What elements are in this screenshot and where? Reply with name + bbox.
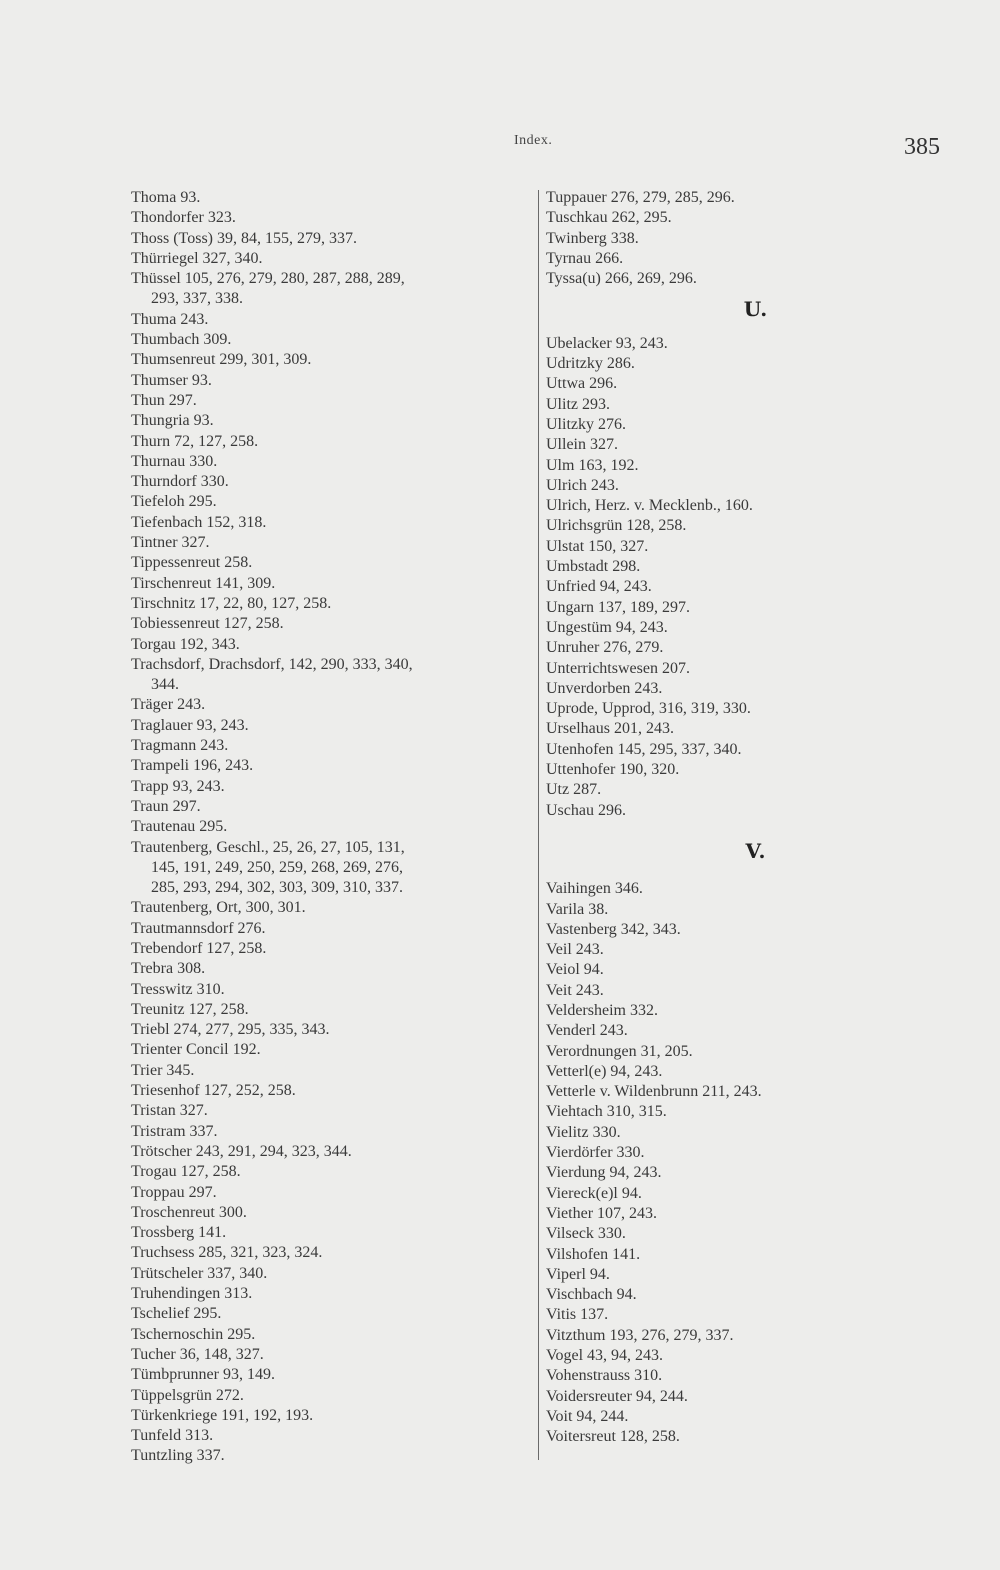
right-top-entries: [546, 188, 906, 289]
index-entry: Träger 243.: [131, 696, 206, 714]
index-entry: Trautenau 295.: [131, 818, 228, 836]
page-number: 385: [904, 134, 940, 160]
index-entry: Ulrich 243.: [546, 476, 619, 494]
index-entry: Thondorfer 323.: [131, 209, 236, 227]
index-entry: Tüppelsgrün 272.: [131, 1386, 244, 1404]
index-entry: Thoma 93.: [131, 189, 201, 206]
left-column: [131, 188, 531, 1467]
index-entry: Veldersheim 332.: [546, 1001, 658, 1019]
index-entry: Uschau 296.: [546, 801, 626, 819]
column-divider: [538, 190, 539, 1460]
index-entry: Thurn 72, 127, 258.: [131, 432, 259, 450]
index-entry: Veil 243.: [546, 941, 604, 959]
index-entry: Trötscher 243, 291, 294, 323, 344.: [131, 1142, 352, 1160]
index-entry: Vielitz 330.: [546, 1123, 621, 1141]
index-entry: Unverdorben 243.: [546, 679, 663, 697]
index-entry: Viereck(e)l 94.: [546, 1184, 642, 1202]
index-entry: Voidersreuter 94, 244.: [546, 1387, 688, 1405]
index-entry: Tunfeld 313.: [131, 1427, 214, 1445]
index-entry: Trier 345.: [131, 1061, 195, 1079]
index-entry: Ulitz 293.: [546, 395, 610, 413]
section-heading-u: U.: [743, 297, 769, 322]
index-entry: Unterrichtswesen 207.: [546, 659, 690, 677]
index-entry: Tirschnitz 17, 22, 80, 127, 258.: [131, 594, 332, 612]
index-entry: Vilshofen 141.: [546, 1245, 641, 1263]
index-entry: Uprode, Upprod, 316, 319, 330.: [546, 700, 751, 718]
index-entry: Truhendingen 313.: [131, 1285, 253, 1303]
index-entry: Tschernoschin 295.: [131, 1325, 256, 1343]
index-entry: Thumsenreut 299, 301, 309.: [131, 351, 312, 369]
index-entry: Torgau 192, 343.: [131, 635, 240, 653]
index-entry: Thungria 93.: [131, 412, 214, 430]
index-entry: Trossberg 141.: [131, 1224, 227, 1242]
index-entry: Thurnau 330.: [131, 452, 218, 470]
index-entry: Vischbach 94.: [546, 1286, 637, 1304]
index-entry: Ubelacker 93, 243.: [546, 334, 668, 352]
index-entry: Uttenhofer 190, 320.: [546, 761, 680, 779]
index-entry: Verordnungen 31, 205.: [546, 1042, 693, 1060]
index-entry: Umbstadt 298.: [546, 558, 641, 576]
index-entry: Ulm 163, 192.: [546, 456, 639, 474]
index-entry: Tobiessenreut 127, 258.: [131, 615, 284, 633]
index-entry: Veiol 94.: [546, 961, 604, 979]
index-entry: Tucher 36, 148, 327.: [131, 1345, 264, 1363]
index-entry: Thumbach 309.: [131, 331, 232, 349]
index-entry: Ulrich, Herz. v. Mecklenb., 160.: [546, 497, 753, 515]
index-entry: Trautmannsdorf 276.: [131, 919, 266, 937]
index-entry: Troppau 297.: [131, 1183, 217, 1201]
index-entry: Tümbprunner 93, 149.: [131, 1366, 275, 1384]
index-entry: Voit 94, 244.: [546, 1407, 629, 1425]
index-entry: Thun 297.: [131, 391, 197, 409]
index-entry: Trebendorf 127, 258.: [131, 939, 267, 957]
index-entry: Troschenreut 300.: [131, 1203, 247, 1221]
index-entry: Vilseck 330.: [546, 1225, 626, 1243]
index-entry: Tippessenreut 258.: [131, 554, 253, 572]
index-entry: Varila 38.: [546, 900, 609, 918]
section-v-entries: [546, 879, 906, 1447]
index-entry: Vierdung 94, 243.: [546, 1164, 662, 1182]
index-entry: Thüssel 105, 276, 279, 280, 287, 288, 289, 293, 337, 338.: [131, 270, 405, 308]
index-entry: Vierdörfer 330.: [546, 1144, 645, 1162]
index-entry: Traglauer 93, 243.: [131, 716, 249, 734]
index-entry: Vogel 43, 94, 243.: [546, 1347, 664, 1365]
index-entry: Tiefeloh 295.: [131, 493, 217, 511]
index-entry: Viperl 94.: [546, 1265, 610, 1283]
index-entry: Trogau 127, 258.: [131, 1163, 241, 1181]
index-entry: Tuntzling 337.: [131, 1447, 225, 1465]
index-entry: Trapp 93, 243.: [131, 777, 225, 795]
index-entry: Unfried 94, 243.: [546, 578, 652, 596]
index-entry: Trautenberg, Ort, 300, 301.: [131, 899, 306, 917]
index-entry: Vaihingen 346.: [546, 880, 643, 898]
index-entry: Tyssa(u) 266, 269, 296.: [546, 270, 697, 288]
index-entry: Ungestüm 94, 243.: [546, 618, 668, 636]
index-entry: Ulitzky 276.: [546, 415, 626, 433]
index-entry: Trebra 308.: [131, 960, 206, 978]
index-entry: Trautenberg, Geschl., 25, 26, 27, 105, 131, 145, 191, 249, 250, 259, 268, 269, 276, 285, 293, 294, 302, 303, 309, 310, 337.: [131, 838, 405, 897]
index-entry: Uttwa 296.: [546, 375, 618, 393]
index-entry: Viehtach 310, 315.: [546, 1103, 667, 1121]
index-entry: Vohenstrauss 310.: [546, 1367, 663, 1385]
index-entry: Twinberg 338.: [546, 229, 639, 247]
index-entry: Triesenhof 127, 252, 258.: [131, 1082, 296, 1100]
index-entry: Urselhaus 201, 243.: [546, 720, 674, 738]
index-entry: Unruher 276, 279.: [546, 639, 664, 657]
index-entry: Tintner 327.: [131, 534, 210, 552]
index-entry: Tiefenbach 152, 318.: [131, 513, 267, 531]
right-column: [546, 188, 906, 1448]
index-entry: Traun 297.: [131, 797, 201, 815]
index-entry: Tristan 327.: [131, 1102, 208, 1120]
index-entry: Thurndorf 330.: [131, 473, 229, 491]
index-entry: Tresswitz 310.: [131, 980, 225, 998]
index-entry: Vitzthum 193, 276, 279, 337.: [546, 1326, 734, 1344]
index-entry: Vastenberg 342, 343.: [546, 920, 681, 938]
index-entry: Ullein 327.: [546, 436, 618, 454]
index-entry: Thürriegel 327, 340.: [131, 249, 263, 267]
index-entry: Türkenkriege 191, 192, 193.: [131, 1406, 314, 1424]
index-entry: Venderl 243.: [546, 1022, 628, 1040]
index-entry: Trachsdorf, Drachsdorf, 142, 290, 333, 340, 344.: [131, 655, 413, 694]
index-entry: Treunitz 127, 258.: [131, 1000, 249, 1018]
index-entry: Tristram 337.: [131, 1122, 218, 1140]
index-entry: Tuschkau 262, 295.: [546, 209, 672, 227]
running-head: Index.: [514, 133, 553, 148]
index-entry: Voitersreut 128, 258.: [546, 1428, 680, 1446]
section-heading-v: V.: [745, 838, 767, 863]
index-entry: Ulstat 150, 327.: [546, 537, 649, 555]
index-entry: Viether 107, 243.: [546, 1204, 658, 1222]
index-entry: Vitis 137.: [546, 1306, 609, 1324]
index-entry: Triebl 274, 277, 295, 335, 343.: [131, 1021, 330, 1039]
section-u-entries: [546, 334, 906, 821]
index-entry: Tuppauer 276, 279, 285, 296.: [546, 189, 735, 206]
index-entry: Vetterl(e) 94, 243.: [546, 1062, 663, 1080]
index-entry: Ulrichsgrün 128, 258.: [546, 517, 687, 535]
index-entry: Trütscheler 337, 340.: [131, 1264, 268, 1282]
index-entry: Udritzky 286.: [546, 355, 635, 373]
index-entry: Thumser 93.: [131, 371, 212, 389]
index-entry: Utenhofen 145, 295, 337, 340.: [546, 740, 742, 758]
index-entry: Tragmann 243.: [131, 737, 229, 755]
index-entry: Ungarn 137, 189, 297.: [546, 598, 690, 616]
index-entry: Trampeli 196, 243.: [131, 757, 254, 775]
index-entry: Trienter Concil 192.: [131, 1041, 261, 1059]
index-entry: Vetterle v. Wildenbrunn 211, 243.: [546, 1083, 762, 1101]
index-entry: Thoss (Toss) 39, 84, 155, 279, 337.: [131, 229, 357, 247]
index-entry: Tirschenreut 141, 309.: [131, 574, 276, 592]
index-entry: Tyrnau 266.: [546, 249, 624, 267]
index-entry: Veit 243.: [546, 981, 604, 999]
index-entry: Truchsess 285, 321, 323, 324.: [131, 1244, 323, 1262]
index-entry: Utz 287.: [546, 781, 602, 799]
index-entry: Thuma 243.: [131, 310, 209, 328]
index-entry: Tschelief 295.: [131, 1305, 222, 1323]
